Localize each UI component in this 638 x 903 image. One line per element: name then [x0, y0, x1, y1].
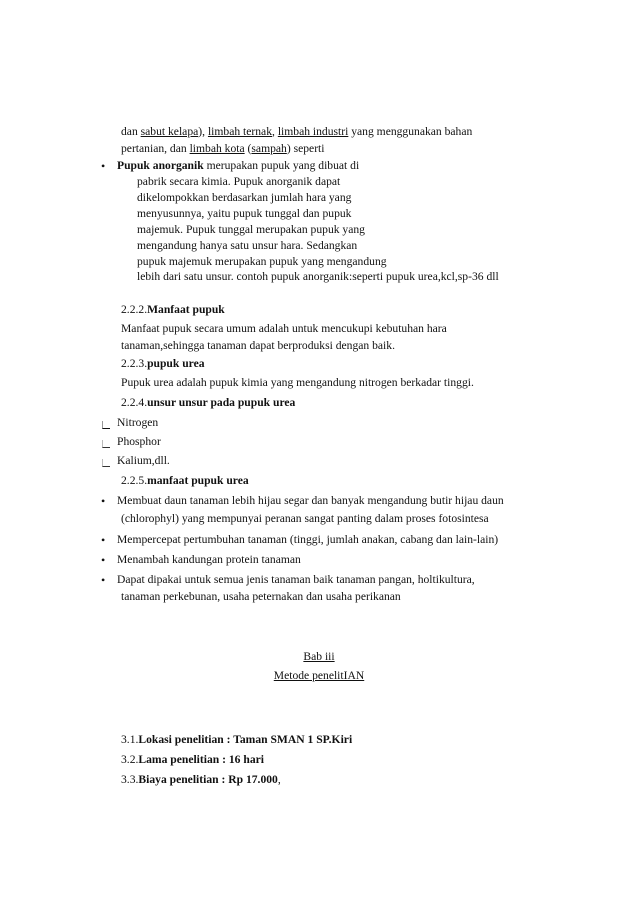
chapter-subtitle: Metode penelitIAN	[273, 669, 365, 682]
anorganik-line: pupuk majemuk merupakan pupuk yang mengandung	[137, 255, 387, 268]
intro-line-2: pertanian, dan limbah kota (sampah) seperti	[121, 142, 325, 155]
list-item: Menambah kandungan protein tanaman	[117, 553, 301, 566]
section-3-1: 3.1.Lokasi penelitian : Taman SMAN 1 SP.Kiri	[121, 733, 353, 746]
section-2-2-3-heading: 2.2.3.pupuk urea	[121, 357, 205, 370]
checkbox-icon	[102, 421, 110, 429]
section-2-2-4-heading: 2.2.4.unsur unsur pada pupuk urea	[121, 396, 296, 409]
link-limbah-ternak[interactable]: limbah ternak	[207, 125, 273, 138]
list-item: Phosphor	[117, 435, 161, 448]
anorganik-line: menyusunnya, yaitu pupuk tunggal dan pupuk	[137, 207, 352, 220]
anorganik-heading: Pupuk anorganik merupakan pupuk yang dibuat di	[117, 159, 360, 172]
anorganik-line: dikelompokkan berdasarkan jumlah hara yang	[137, 191, 352, 204]
link-sabut-kelapa[interactable]: sabut kelapa	[140, 125, 199, 138]
list-item: Mempercepat pertumbuhan tanaman (tinggi, jumlah anakan, cabang dan lain-lain)	[117, 533, 499, 546]
list-item: Dapat dipakai untuk semua jenis tanaman baik tanaman pangan, holtikultura,	[117, 573, 475, 586]
section-3-2: 3.2.Lama penelitian : 16 hari	[121, 753, 264, 766]
list-item: Nitrogen	[117, 416, 159, 429]
link-limbah-kota[interactable]: limbah kota	[189, 142, 245, 155]
checkbox-icon	[102, 459, 110, 467]
list-item: Membuat daun tanaman lebih hijau segar dan banyak mengandung butir hijau daun	[117, 494, 504, 507]
section-2-2-2-line: Manfaat pupuk secara umum adalah untuk mencukupi kebutuhan hara	[121, 322, 447, 335]
list-item-continued: (chlorophyl) yang mempunyai peranan sangat panting dalam proses fotosintesa	[121, 512, 489, 525]
anorganik-line: pabrik secara kimia. Pupuk anorganik dapat	[137, 175, 341, 188]
anorganik-line: majemuk. Pupuk tunggal merupakan pupuk yang	[137, 223, 365, 236]
anorganik-line: mengandung hanya satu unsur hara. Sedangkan	[137, 239, 358, 252]
section-2-2-3-line: Pupuk urea adalah pupuk kimia yang mengandung nitrogen berkadar tinggi.	[121, 376, 474, 389]
checkbox-icon	[102, 440, 110, 448]
section-2-2-5-heading: 2.2.5.manfaat pupuk urea	[121, 474, 249, 487]
anorganik-term: Pupuk anorganik	[117, 159, 204, 172]
list-item-continued: tanaman perkebunan, usaha peternakan dan usaha perikanan	[121, 590, 401, 603]
bullet-icon: •	[101, 573, 106, 587]
list-item: Kalium,dll.	[117, 454, 170, 467]
bullet-icon: •	[101, 533, 106, 547]
link-limbah-industri[interactable]: limbah industri	[277, 125, 349, 138]
bullet-icon: •	[101, 553, 106, 567]
chapter-title: Bab iii	[303, 650, 335, 663]
section-3-3: 3.3.Biaya penelitian : Rp 17.000,	[121, 773, 281, 786]
bullet-icon: •	[101, 159, 106, 173]
section-2-2-2-line: tanaman,sehingga tanaman dapat berproduksi dengan baik.	[121, 339, 395, 352]
intro-line-1: dan sabut kelapa), limbah ternak, limbah industri yang menggunakan bahan	[121, 125, 473, 138]
anorganik-line: lebih dari satu unsur. contoh pupuk anorganik:seperti pupuk urea,kcl,sp-36 dll	[137, 270, 499, 283]
link-sampah[interactable]: sampah	[251, 142, 287, 155]
section-2-2-2-heading: 2.2.2.Manfaat pupuk	[121, 303, 225, 316]
bullet-icon: •	[101, 494, 106, 508]
